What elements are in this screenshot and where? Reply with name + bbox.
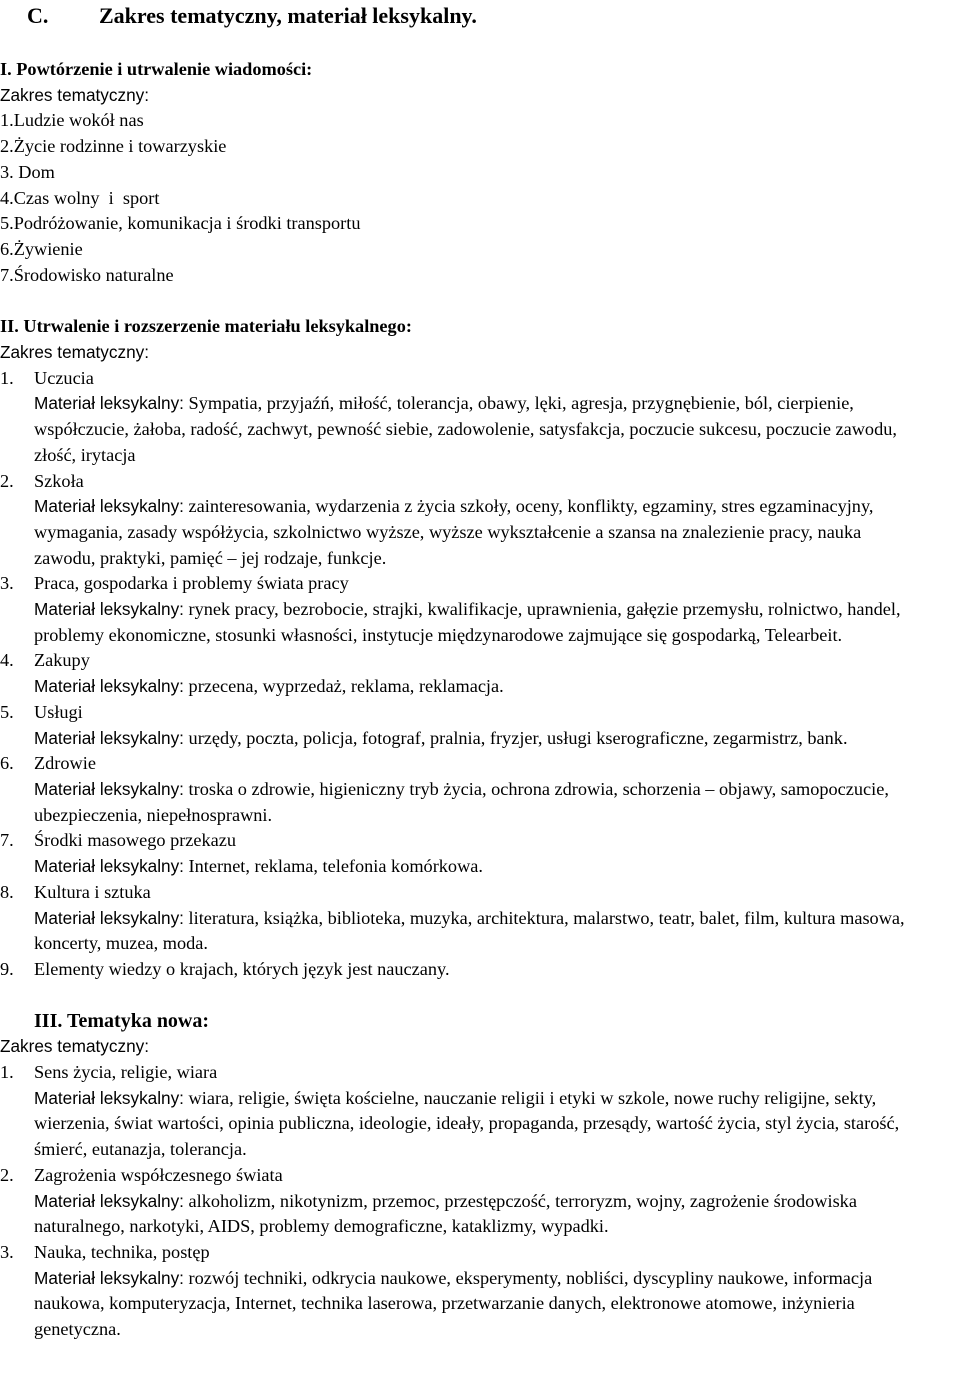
material-label: Materiał leksykalny: (34, 778, 184, 799)
topic-heading (0, 1163, 960, 1189)
topic-material (0, 854, 926, 880)
material-text: zainteresowania, wydarzenia z życia szkoły, oceny, konflikty, egzaminy, stres egzaminacyjny, wymagania, zasady współżycia, szkolnictwo wyższe, wyższe wykształcenie a szansa na znalezienie pracy, nauka zawodu, praktyki, pamięć – jej rodzaje, funkcje. (34, 496, 874, 568)
topic-item (0, 1060, 960, 1163)
material-label: Materiał leksykalny: (34, 1267, 184, 1288)
topic-title: Praca, gospodarka i problemy świata pracy (34, 573, 349, 594)
material-label: Materiał leksykalny: (34, 496, 184, 517)
topic-material (0, 1189, 926, 1240)
topic-heading (0, 366, 960, 392)
material-text: wiara, religie, święta kościelne, nauczanie religii i etyki w szkole, nowe ruchy religijne, sekty, wierzenia, świat wartości, opinia publiczna, ideologie, ideały, propaganda, przesądy, wartość życia, styl życia, starość, śmierć, eutanazja, tolerancja. (34, 1087, 900, 1160)
topic-number: 3. (0, 1241, 14, 1262)
material-label: Materiał leksykalny: (34, 393, 184, 414)
material-text: rynek pracy, bezrobocie, strajki, kwalifikacje, uprawnienia, gałęzie przemysłu, rolnictwo, handel, problemy ekonomiczne, stosunki własności, instytucje międzynarodowe zajmujące się gospodarką, Telearbeit. (34, 599, 901, 645)
topic-item (0, 571, 960, 648)
topic-title: Uczucia (34, 367, 94, 388)
topic-material (0, 597, 926, 648)
title-text: Zakres tematyczny, materiał leksykalny. (99, 3, 477, 28)
material-text: Sympatia, przyjaźń, miłość, tolerancja, obawy, lęki, agresja, przygnębienie, ból, cierpienie, współczucie, żałoba, radość, zachwyt, pewność siebie, zadowolenie, satysfakcja, poczucie sukcesu, poczucie zawodu, złość, irytacja (34, 393, 897, 465)
material-text: przecena, wyprzedaż, reklama, reklamacja. (188, 676, 504, 697)
topic-material (0, 777, 926, 828)
topic-heading (0, 751, 960, 777)
topic-material (0, 726, 926, 752)
topic-item (0, 1163, 960, 1240)
topic-item (0, 957, 960, 983)
topic-number: 6. (0, 753, 14, 774)
topic-title: Zdrowie (34, 753, 96, 774)
topic-material (0, 1266, 926, 1343)
topic-number: 9. (0, 958, 14, 979)
section-3-topics (0, 1060, 960, 1343)
topic-title: Środki masowego przekazu (34, 830, 237, 851)
material-label: Materiał leksykalny: (34, 1087, 184, 1108)
list-item: 4.Czas wolny i sport (0, 187, 160, 208)
document-page (0, 2, 960, 1343)
topic-number: 5. (0, 701, 14, 722)
topic-heading (0, 1060, 960, 1086)
section-2-heading: II. Utrwalenie i rozszerzenie materiału leksykalnego: (0, 316, 412, 337)
topic-heading (0, 469, 960, 495)
topic-heading (0, 1240, 960, 1266)
material-label: Materiał leksykalny: (34, 676, 184, 697)
list-item: 5.Podróżowanie, komunikacja i środki transportu (0, 213, 361, 234)
topic-item (0, 648, 960, 699)
topic-material (0, 674, 926, 700)
topic-item (0, 700, 960, 751)
topic-number: 4. (0, 650, 14, 671)
list-item: 2.Życie rodzinne i towarzyskie (0, 136, 227, 157)
topic-heading (0, 648, 960, 674)
material-text: troska o zdrowie, higieniczny tryb życia, ochrona zdrowia, schorzenia – objawy, samopoczucie, ubezpieczenia, niepełnosprawni. (34, 778, 889, 825)
topic-item (0, 1240, 960, 1343)
topic-number: 3. (0, 573, 14, 594)
topic-title: Usługi (34, 701, 83, 722)
topic-number: 2. (0, 470, 14, 491)
topic-item (0, 828, 960, 879)
topic-item (0, 751, 960, 828)
topic-material (0, 906, 926, 957)
section-1-list (0, 108, 960, 288)
material-text: urzędy, poczta, policja, fotograf, pralnia, fryzjer, usługi kserograficzne, zegarmistrz, bank. (188, 727, 848, 748)
list-item: 3. Dom (0, 161, 55, 182)
section-1-heading: I. Powtórzenie i utrwalenie wiadomości: (0, 59, 313, 79)
topic-title: Sens życia, religie, wiara (34, 1062, 218, 1083)
topic-title: Szkoła (34, 470, 84, 491)
material-text: Internet, reklama, telefonia komórkowa. (188, 856, 483, 877)
section-3-scope-label: Zakres tematyczny: (0, 1036, 149, 1057)
topic-number: 1. (0, 1062, 14, 1083)
section-3-heading: III. Tematyka nowa: (34, 1009, 210, 1032)
topic-number: 1. (0, 367, 14, 388)
topic-heading (0, 828, 960, 854)
material-text: literatura, książka, biblioteka, muzyka, architektura, malarstwo, teatr, balet, film, kultura masowa, koncerty, muzea, moda. (34, 907, 905, 954)
topic-material (0, 1086, 926, 1163)
material-label: Materiał leksykalny: (34, 599, 184, 620)
material-label: Materiał leksykalny: (34, 727, 184, 748)
topic-heading (0, 571, 960, 597)
topic-title: Zagrożenia współczesnego świata (34, 1164, 283, 1185)
topic-title: Elementy wiedzy o krajach, których język jest nauczany. (34, 958, 450, 979)
title-letter: C. (27, 3, 49, 28)
topic-material (0, 391, 926, 468)
material-label: Materiał leksykalny: (34, 1190, 184, 1211)
section-2-topics (0, 366, 960, 983)
topic-item (0, 469, 960, 572)
topic-item (0, 880, 960, 957)
topic-number: 7. (0, 830, 14, 851)
material-label: Materiał leksykalny: (34, 907, 184, 928)
topic-number: 8. (0, 881, 14, 902)
topic-title: Nauka, technika, postęp (34, 1241, 210, 1262)
section-1-scope-label: Zakres tematyczny: (0, 84, 149, 105)
topic-number: 2. (0, 1164, 14, 1185)
topic-material (0, 494, 926, 571)
section-2-scope-label: Zakres tematyczny: (0, 342, 149, 363)
topic-title: Kultura i sztuka (34, 881, 151, 902)
topic-heading (0, 880, 960, 906)
document-title (0, 2, 960, 30)
material-label: Materiał leksykalny: (34, 856, 184, 877)
list-item: 7.Środowisko naturalne (0, 264, 174, 285)
topic-item (0, 366, 960, 469)
list-item: 6.Żywienie (0, 238, 83, 259)
topic-heading (0, 957, 960, 983)
material-text: alkoholizm, nikotynizm, przemoc, przestępczość, terroryzm, wojny, zagrożenie środowiska naturalnego, narkotyki, AIDS, problemy demograficzne, kataklizmy, wypadki. (34, 1190, 857, 1237)
list-item: 1.Ludzie wokół nas (0, 110, 144, 131)
topic-heading (0, 700, 960, 726)
material-text: rozwój techniki, odkrycia naukowe, eksperymenty, nobliści, dyscypliny naukowe, informacja naukowa, komputeryzacja, Internet, technika laserowa, przetwarzanie danych, elektronowe atomowe, inżynieria genetyczna. (34, 1267, 873, 1340)
topic-title: Zakupy (34, 650, 90, 671)
